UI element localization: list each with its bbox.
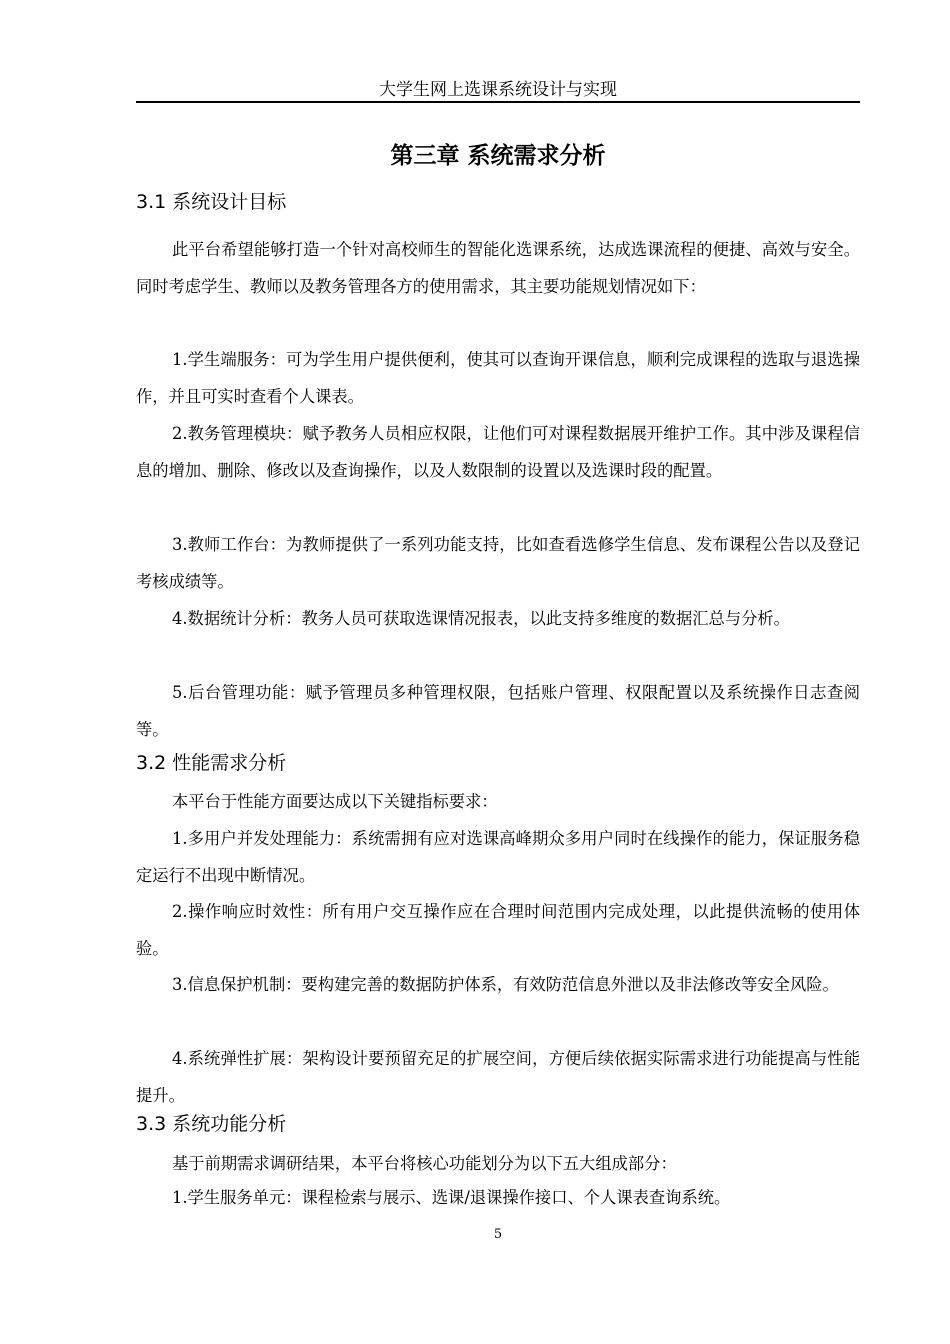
paragraph: 本平台于性能方面要达成以下关键指标要求： (172, 792, 498, 811)
chapter-title: 第三章 系统需求分析 (390, 143, 606, 169)
paragraph: 3.教师工作台：为教师提供了一系列功能支持，比如查看选修学生信息、发布课程公告以及登记考核成绩等。 (136, 535, 860, 591)
paragraph: 5.后台管理功能：赋予管理员多种管理权限，包括账户管理、权限配置以及系统操作日志查阅等。 (136, 683, 860, 739)
paragraph: 1.多用户并发处理能力：系统需拥有应对选课高峰期众多用户同时在线操作的能力，保证服务稳定运行不出现中断情况。 (136, 829, 860, 885)
page-header-title: 大学生网上选课系统设计与实现 (379, 80, 617, 100)
paragraph: 基于前期需求调研结果，本平台将核心功能划分为以下五大组成部分： (172, 1154, 677, 1173)
paragraph: 1.学生端服务：可为学生用户提供便利，使其可以查询开课信息，顺利完成课程的选取与退选操作，并且可实时查看个人课表。 (136, 350, 860, 406)
section-heading: 3.1 系统设计目标 (136, 191, 287, 213)
paragraph: 1.学生服务单元：课程检索与展示、选课/退课操作接口、个人课表查询系统。 (172, 1188, 731, 1207)
section-heading: 3.2 性能需求分析 (136, 752, 287, 774)
paragraph: 4.数据统计分析：教务人员可获取选课情况报表，以此支持多维度的数据汇总与分析。 (172, 609, 790, 628)
paragraph: 4.系统弹性扩展：架构设计要预留充足的扩展空间，方便后续依据实际需求进行功能提高与性能提升。 (136, 1049, 860, 1105)
paragraph: 2.操作响应时效性：所有用户交互操作应在合理时间范围内完成处理，以此提供流畅的使用体验。 (136, 902, 860, 958)
section-heading: 3.3 系统功能分析 (136, 1113, 287, 1135)
paragraph: 此平台希望能够打造一个针对高校师生的智能化选课系统，达成选课流程的便捷、高效与安全。同时考虑学生、教师以及教务管理各方的使用需求，其主要功能规划情况如下： (136, 240, 860, 296)
page-header-rule (136, 101, 860, 103)
paragraph: 2.教务管理模块：赋予教务人员相应权限，让他们可对课程数据展开维护工作。其中涉及课程信息的增加、删除、修改以及查询操作，以及人数限制的设置以及选课时段的配置。 (136, 424, 860, 480)
paragraph: 3.信息保护机制：要构建完善的数据防护体系，有效防范信息外泄以及非法修改等安全风险。 (172, 975, 839, 994)
page-number: 5 (493, 1227, 503, 1242)
